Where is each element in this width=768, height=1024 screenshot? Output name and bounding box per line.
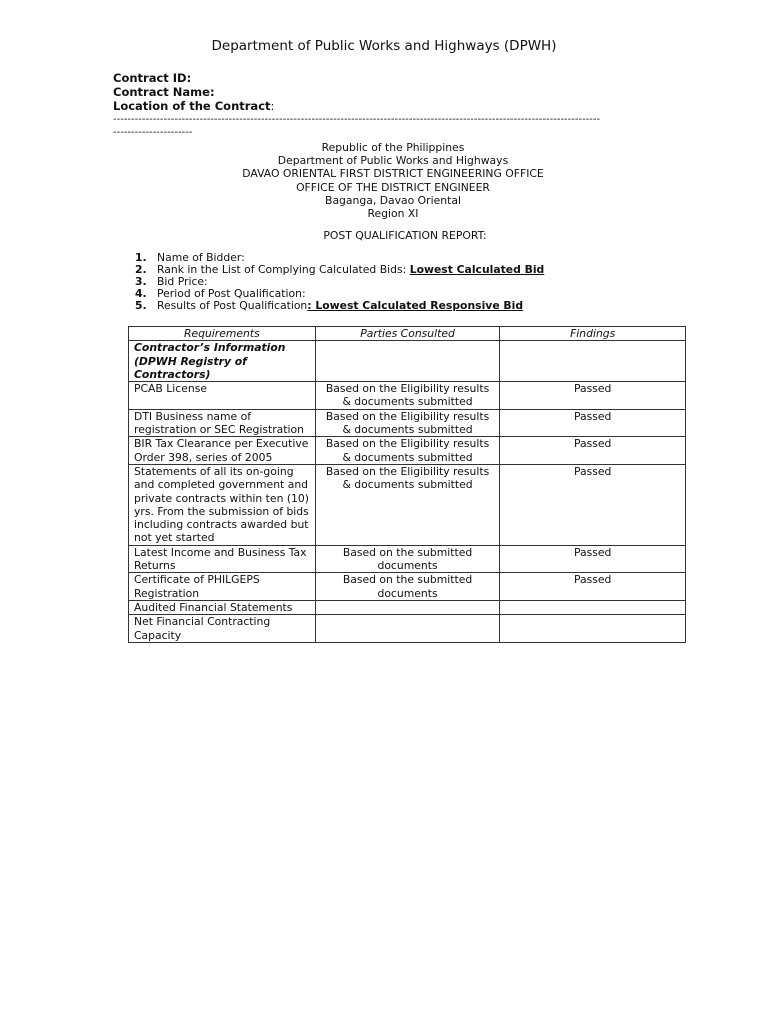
report-title: POST QUALIFICATION REPORT: — [323, 229, 487, 242]
cell-requirement: Certificate of PHILGEPS Registration — [129, 573, 316, 601]
table-row — [129, 382, 686, 410]
contract-location-value: : — [270, 99, 275, 113]
table-row — [129, 600, 686, 614]
contract-id-row — [113, 71, 274, 85]
cell-requirement: Latest Income and Business Tax Returns — [129, 545, 316, 573]
item-highlight: Lowest Calculated Bid — [409, 263, 545, 276]
cell-requirement: PCAB License — [129, 382, 316, 410]
table-header-row — [129, 327, 686, 341]
item-number: 2. — [135, 263, 147, 276]
header-line-3: DAVAO ORIENTAL FIRST DISTRICT ENGINEERING OFFICE — [242, 167, 544, 181]
table-row — [129, 615, 686, 643]
document-title: Department of Public Works and Highways (DPWH) — [211, 38, 557, 54]
item-number: 4. — [135, 287, 147, 300]
cell-requirement: BIR Tax Clearance per Executive Order 398, series of 2005 — [129, 437, 316, 465]
cell-findings: Passed — [500, 382, 686, 410]
cell-findings — [500, 615, 686, 643]
item-number: 5. — [135, 299, 147, 312]
header-line-4: OFFICE OF THE DISTRICT ENGINEER — [296, 180, 490, 194]
table-row — [129, 341, 686, 382]
item-highlight: : Lowest Calculated Responsive Bid — [307, 299, 524, 312]
office-header — [0, 141, 768, 220]
cell-parties — [315, 600, 500, 614]
item-text: Period of Post Qualification: — [157, 287, 306, 300]
cell-parties: Based on the Eligibility results & documents submitted — [315, 382, 500, 410]
table-row — [129, 464, 686, 545]
table-row — [129, 409, 686, 437]
header-findings: Findings — [500, 327, 686, 341]
cell-parties: Based on the Eligibility results & documents submitted — [315, 464, 500, 545]
contract-location-row — [113, 99, 274, 113]
header-line-1: Republic of the Philippines — [321, 141, 465, 154]
table-row — [129, 437, 686, 465]
cell-findings: Passed — [500, 437, 686, 465]
cell-parties: Based on the submitted documents — [315, 545, 500, 573]
cell-parties: Based on the submitted documents — [315, 573, 500, 601]
item-number: 3. — [135, 275, 147, 288]
list-item — [135, 300, 544, 312]
separator — [113, 113, 678, 139]
cell-parties — [315, 615, 500, 643]
cell-findings: Passed — [500, 545, 686, 573]
table-row — [129, 545, 686, 573]
cell-requirement: Contractor’s Information (DPWH Registry of Contractors) — [129, 341, 316, 382]
cell-findings: Passed — [500, 573, 686, 601]
cell-findings — [500, 341, 686, 382]
header-line-2: Department of Public Works and Highways — [277, 154, 509, 168]
cell-requirement: Net Financial Contracting Capacity — [129, 615, 316, 643]
header-line-6: Region XI — [367, 207, 419, 221]
contract-id-label: Contract ID: — [113, 71, 192, 85]
item-text: Bid Price: — [157, 275, 208, 288]
separator-line-2: ---------------------- — [113, 127, 193, 138]
header-requirements: Requirements — [129, 327, 316, 341]
header-line-5: Baganga, Davao Oriental — [325, 193, 461, 207]
contract-fields — [113, 71, 274, 113]
cell-parties — [315, 341, 500, 382]
item-text: Name of Bidder: — [157, 251, 245, 264]
cell-findings: Passed — [500, 464, 686, 545]
cell-findings: Passed — [500, 409, 686, 437]
cell-parties: Based on the Eligibility results & documents submitted — [315, 437, 500, 465]
contract-name-label: Contract Name: — [113, 85, 215, 99]
header-parties-consulted: Parties Consulted — [315, 327, 500, 341]
cell-requirement: DTI Business name of registration or SEC Registration — [129, 409, 316, 437]
cell-requirement: Statements of all its on-going and completed government and private contracts within ten (10) yrs. From the submission of bids including contracts awarded but not yet started — [129, 464, 316, 545]
cell-findings — [500, 600, 686, 614]
report-items — [135, 252, 544, 312]
separator-line-1: --------------------------------------------------------------------------------------------------------------------------------------- — [113, 114, 601, 125]
item-text: Rank in the List of Complying Calculated Bids: — [157, 263, 410, 276]
table-row — [129, 573, 686, 601]
cell-parties: Based on the Eligibility results & documents submitted — [315, 409, 500, 437]
contract-name-row — [113, 85, 274, 99]
item-number: 1. — [135, 251, 147, 264]
cell-requirement: Audited Financial Statements — [129, 600, 316, 614]
requirements-table — [128, 326, 686, 643]
contract-location-label: Location of the Contract — [113, 99, 271, 113]
item-text: Results of Post Qualification — [157, 299, 308, 312]
